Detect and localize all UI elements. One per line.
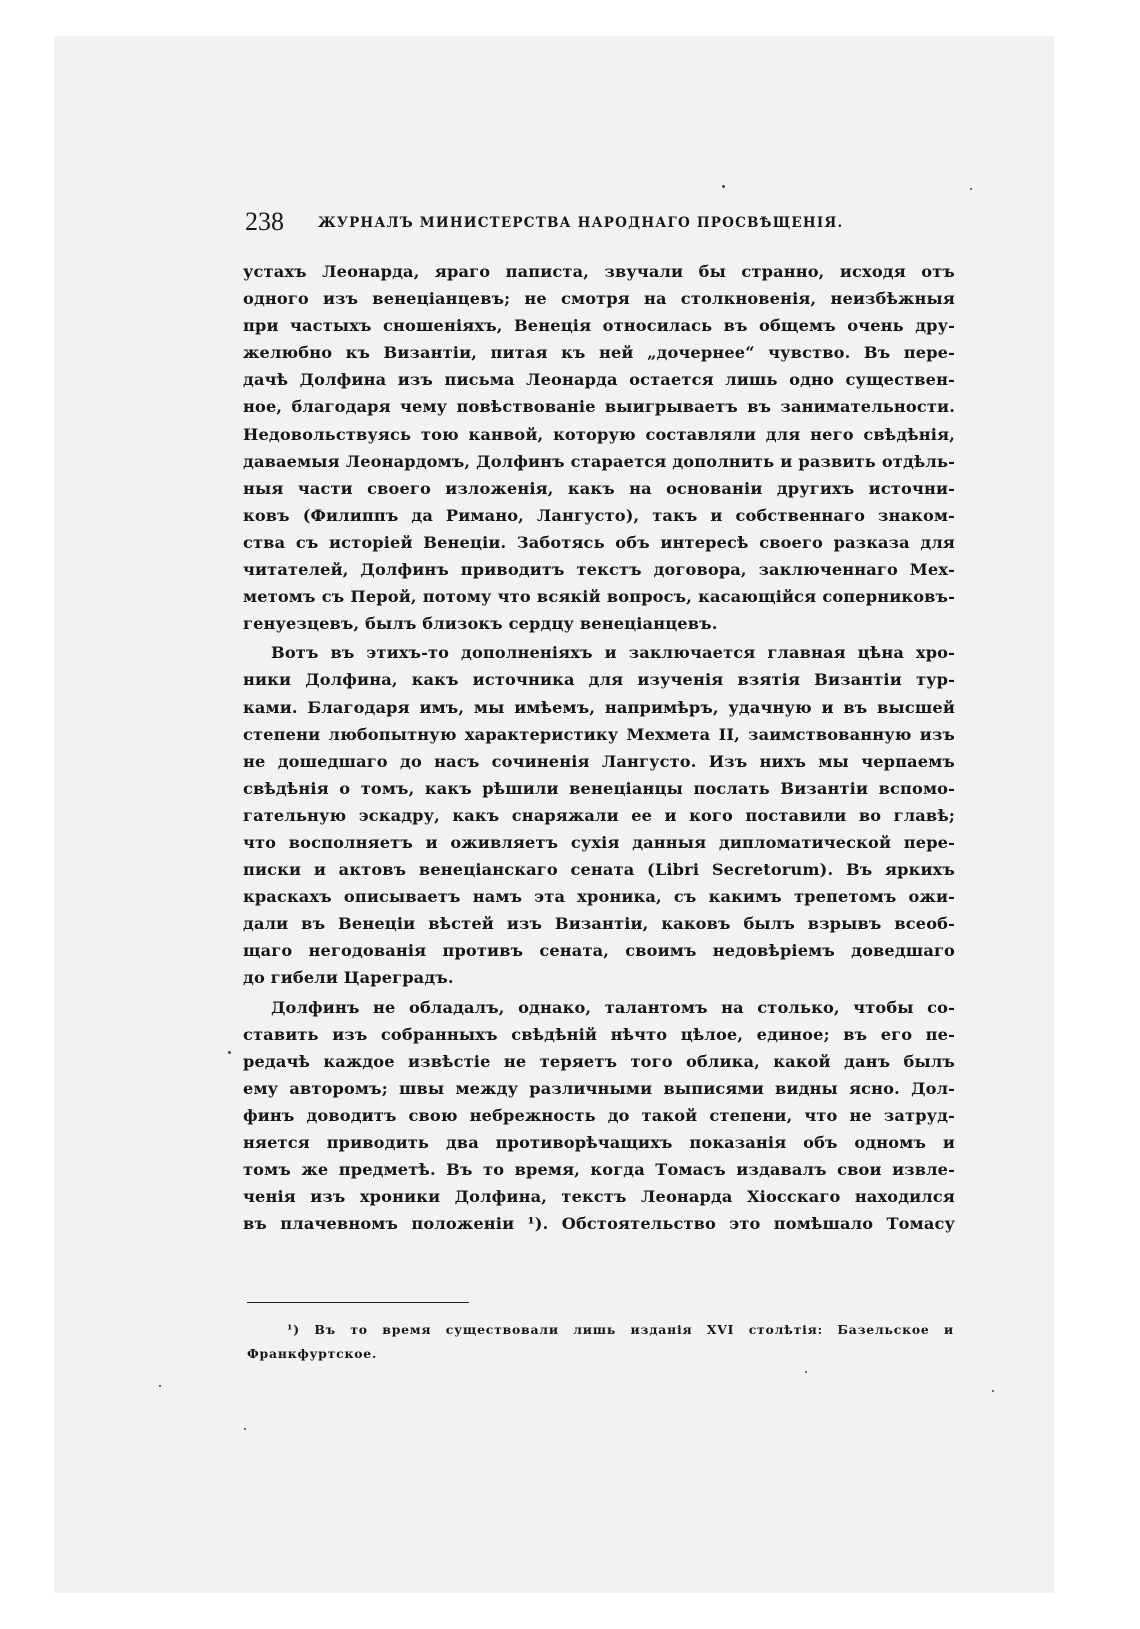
text-line: писки и актовъ венеціанскаго сената (Libri Secretorum). Въ яркихъ — [243, 860, 955, 880]
text-line: ками. Благодаря имъ, мы имѣемъ, напримѣръ, удачную и въ высшей — [243, 697, 955, 717]
text-line: ставить изъ собранныхъ свѣдѣній нѣчто цѣлое, единое; въ его пе- — [243, 1024, 955, 1044]
text-line: устахъ Леонарда, яраго паписта, звучали бы странно, исходя отъ — [243, 262, 955, 281]
text-line: дачѣ Долфина изъ письма Леонарда остается лишь одно существен- — [243, 370, 955, 390]
footnote-line: Франкфуртское. — [247, 1346, 378, 1361]
text-line: няется приводить два противорѣчащихъ показанія объ одномъ и — [243, 1133, 955, 1152]
page-number: 238 — [245, 207, 284, 236]
text-line: редачѣ каждое извѣстіе не теряетъ того облика, какой данъ былъ — [243, 1051, 955, 1071]
scan-speck — [228, 1051, 231, 1054]
scan-speck — [722, 185, 725, 188]
body-text — [243, 258, 955, 1237]
text-line: свѣдѣнія о томъ, какъ рѣшили венеціанцы послать Византіи вспомо- — [243, 778, 955, 798]
text-line: до гибели Цареградъ. — [243, 968, 454, 988]
text-line: даваемыя Леонардомъ, Долфинъ старается дополнить и развить отдѣль- — [243, 451, 955, 471]
text-line: ковъ (Филиппъ да Римано, Лангусто), такъ и собственнаго знаком- — [243, 505, 955, 525]
text-line: метомъ съ Перой, потому что всякій вопросъ, касающійся соперниковъ- — [243, 587, 955, 607]
text-line: Долфинъ не обладалъ, однако, талантомъ на столько, чтобы со- — [271, 997, 955, 1017]
text-line: генуезцевъ, былъ близокъ сердцу венеціанцевъ. — [243, 614, 718, 634]
text-line: ему авторомъ; швы между различными выписями видны ясно. Дол- — [243, 1078, 955, 1098]
text-line: томъ же предметѣ. Въ то время, когда Томасъ издавалъ свои извле- — [243, 1160, 955, 1180]
text-line: ченія изъ хроники Долфина, текстъ Леонарда Хіосскаго находился — [243, 1187, 955, 1207]
text-line: ныя части своего изложенія, какъ на основаніи другихъ источни- — [243, 478, 955, 498]
scan-speck — [159, 1385, 161, 1387]
text-line: степени любопытную характеристику Мехмета II, заимствованную изъ — [243, 724, 955, 744]
text-line: Вотъ въ этихъ-то дополненіяхъ и заключается главная цѣна хро- — [271, 643, 955, 663]
page-header — [245, 207, 895, 237]
text-line: дали въ Венеціи вѣстей изъ Византіи, каковъ былъ взрывъ всеоб- — [243, 914, 955, 934]
text-line: въ плачевномъ положеніи ¹). Обстоятельство это помѣшало Томасу — [243, 1214, 955, 1234]
text-line: ники Долфина, какъ источника для изученія взятія Византіи тур- — [243, 670, 955, 690]
text-line: финъ доводитъ свою небрежность до такой степени, что не затруд- — [243, 1105, 955, 1125]
footnote-separator — [247, 1302, 469, 1303]
text-line: ства съ исторіей Венеціи. Заботясь объ интересѣ своего разказа для — [243, 532, 955, 552]
scan-speck — [244, 1428, 246, 1430]
text-line: читателей, Долфинъ приводитъ текстъ договора, заключеннаго Мех- — [243, 560, 955, 580]
text-line: при частыхъ сношеніяхъ, Венеція относилась въ общемъ очень дру- — [243, 316, 955, 336]
text-line: что восполняетъ и оживляетъ сухія данныя дипломатической пере- — [243, 832, 955, 852]
text-line: ное, благодаря чему повѣствованіе выигрываетъ въ занимательности. — [243, 397, 955, 417]
text-line: краскахъ описываетъ намъ эта хроника, съ какимъ трепетомъ ожи- — [243, 887, 955, 907]
text-line: щаго негодованія противъ сената, своимъ недовѣріемъ доведшаго — [243, 941, 955, 961]
text-line: гательную эскадру, какъ снаряжали ее и кого поставили во главѣ; — [243, 805, 955, 825]
footnote — [247, 1318, 954, 1366]
text-line: желюбно къ Византіи, питая къ ней „дочернее“ чувство. Въ пере- — [243, 343, 955, 363]
footnote-line: ¹) Въ то время существовали лишь изданія XVI столѣтія: Базельское и — [287, 1322, 954, 1337]
scan-speck — [805, 1371, 807, 1373]
scan-speck — [970, 188, 972, 190]
text-line: не дошедшаго до насъ сочиненія Лангусто. Изъ нихъ мы черпаемъ — [243, 751, 955, 771]
text-line: одного изъ венеціанцевъ; не смотря на столкновенія, неизбѣжныя — [243, 289, 955, 309]
text-line: Недовольствуясь тою канвой, которую составляли для него свѣдѣнія, — [243, 424, 955, 444]
running-head: ЖУРНАЛЪ МИНИСТЕРСТВА НАРОДНАГО ПРОСВѢЩЕНІЯ. — [318, 215, 844, 231]
scan-speck — [992, 1390, 994, 1392]
